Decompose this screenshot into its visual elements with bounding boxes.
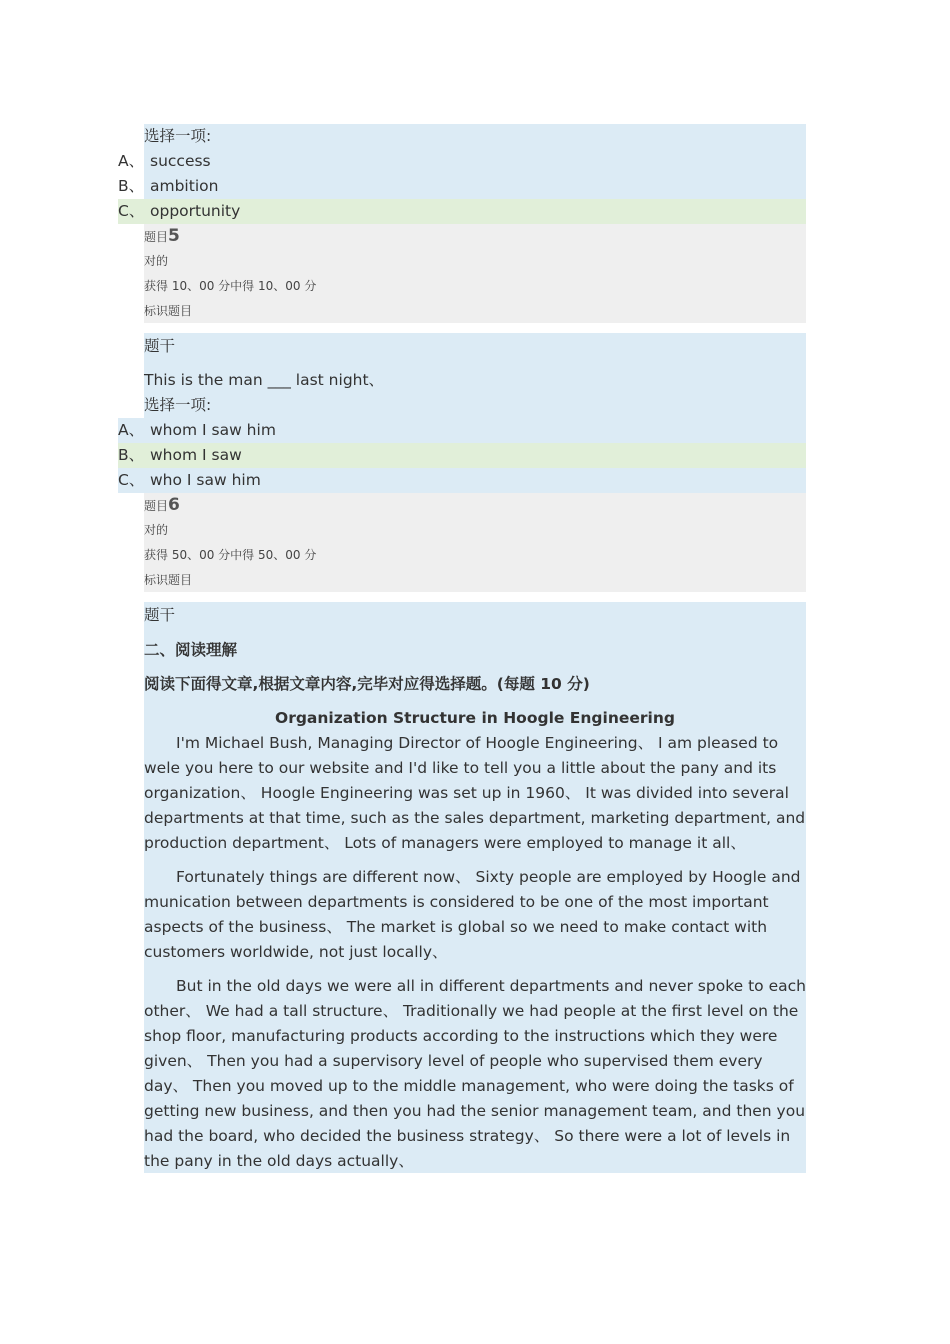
option-text: whom I saw him [150,421,276,439]
q4-option-c[interactable] [118,199,240,224]
article-paragraph-1 [144,731,806,856]
option-letter: C、 [118,202,145,220]
option-text: opportunity [150,202,241,220]
q5-choose-label: 选择一项: [144,396,212,414]
question-label: 题目 [144,230,169,244]
q6-number [144,493,180,519]
option-letter: A、 [118,421,145,439]
q5-option-c[interactable] [118,468,261,493]
question-number: 5 [168,226,180,246]
q6-status: 对的 [144,523,169,537]
q5-status: 对的 [144,254,169,268]
option-letter: C、 [118,471,145,489]
q6-stem-label: 题干 [144,606,176,624]
question-label: 题目 [144,499,169,513]
q4-option-b[interactable] [118,174,218,199]
q5-stem-label: 题干 [144,337,176,355]
q6-score: 获得 50、00 分中得 50、00 分 [144,548,317,562]
paragraph-text: I'm Michael Bush, Managing Director of Hoogle Engineering、 I am pleased to wele you here to our website and I'd like to tell you a little about the pany and its organization、 Hoogle Engineering was set up in 1960、 It was divided into several departments at that time, such as the sales department, marketing department, and production department、 Lots of managers were employed to manage it all、 [144,734,806,852]
q5-option-a[interactable] [118,418,276,443]
q5-option-b[interactable] [118,443,242,468]
q4-choose-label: 选择一项: [144,127,212,145]
option-text: whom I saw [150,446,242,464]
q5-score: 获得 10、00 分中得 10、00 分 [144,279,317,293]
q5-flag-link[interactable]: 标识题目 [144,304,193,318]
article-paragraph-3 [144,974,806,1174]
q6-flag-link[interactable]: 标识题目 [144,573,193,587]
paragraph-text: Fortunately things are different now、 Sixty people are employed by Hoogle and munication between departments is considered to be one of the most important aspects of the business、 The market is global so we need to make contact with customers worldwide, not just locally、 [144,868,801,961]
option-text: who I saw him [150,471,261,489]
q5-question-text: This is the man ___ last night、 [144,371,385,389]
option-text: ambition [150,177,219,195]
q4-option-a[interactable] [118,149,211,174]
option-letter: A、 [118,152,145,170]
article-title: Organization Structure in Hoogle Engineering [275,709,675,727]
question-number: 6 [168,495,180,515]
option-letter: B、 [118,446,145,464]
q5-number [144,224,180,250]
q6-section-title: 二、阅读理解 [144,641,238,659]
q6-instructions: 阅读下面得文章,根据文章内容,完毕对应得选择题。(每题 10 分) [144,675,590,693]
option-text: success [150,152,211,170]
article-paragraph-2 [144,865,806,965]
paragraph-text: But in the old days we were all in different departments and never spoke to each other、 We had a tall structure、 Traditionally we had people at the first level on the shop floor, manufacturing products according to the instructions which they were given、 Then you had a supervisory level of people who supervised them every day、 Then you moved up to the middle management, who were doing the tasks of getting new business, and then you had the senior management team, and then you had the board, who decided the business strategy、 So there were a lot of levels in the pany in the old days actually、 [144,977,806,1170]
option-letter: B、 [118,177,145,195]
